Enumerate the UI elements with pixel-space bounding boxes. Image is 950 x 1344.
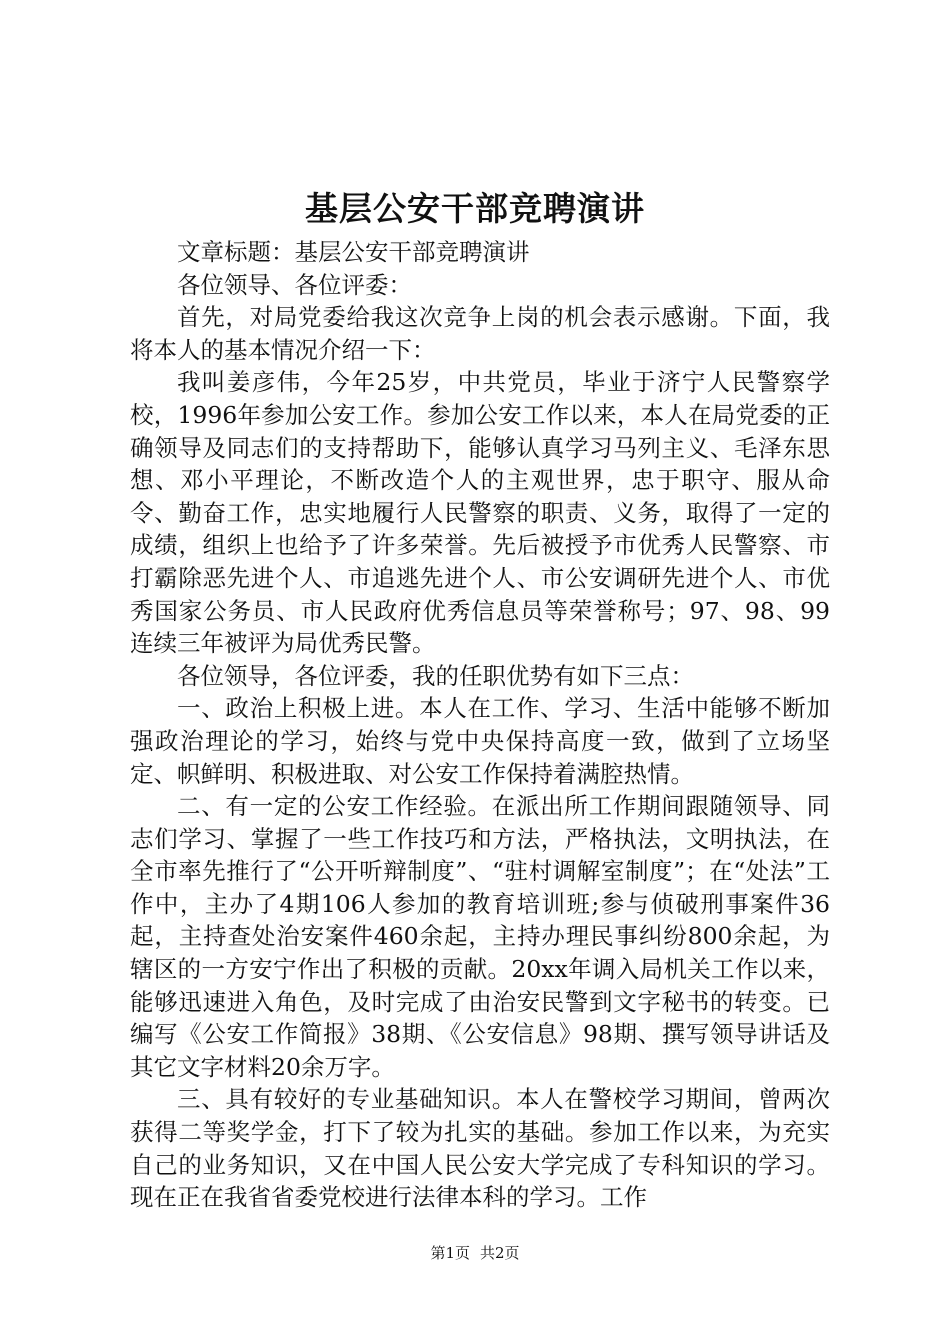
document-body: [130, 236, 830, 1214]
paragraph-advantage-two: 二、有一定的公安工作经验。在派出所工作期间跟随领导、同志们学习、掌握了一些工作技巧和方法，严格执法，文明执法，在全市率先推行了“公开听辩制度”、“驻村调解室制度”；在“处法”工作中，主办了4期106人参加的教育培训班;参与侦破刑事案件36起，主持查处治安案件460余起，主持办理民事纠纷800余起，为辖区的一方安宁作出了积极的贡献。20xx年调入局机关工作以来，能够迅速进入角色，及时完成了由治安民警到文字秘书的转变。已编写《公安工作简报》38期、《公安信息》98期、撰写领导讲话及其它文字材料20余万字。: [130, 792, 830, 1081]
document-title: 基层公安干部竞聘演讲: [305, 189, 645, 228]
page-total: 共2页: [480, 1244, 520, 1262]
paragraph-salutation: 各位领导、各位评委：: [177, 270, 412, 299]
paragraph-advantages-intro: 各位领导，各位评委，我的任职优势有如下三点：: [177, 661, 694, 690]
paragraph-self-introduction: 我叫姜彦伟，今年25岁，中共党员，毕业于济宁人民警察学校，1996年参加公安工作。参加公安工作以来，本人在局党委的正确领导及同志们的支持帮助下，能够认真学习马列主义、毛泽东思想、邓小平理论，不断改造个人的主观世界，忠于职守、服从命令、勤奋工作，忠实地履行人民警察的职责、义务，取得了一定的成绩，组织上也给予了许多荣誉。先后被授予市优秀人民警察、市打霸除恶先进个人、市追逃先进个人、市公安调研先进个人、市优秀国家公务员、市人民政府优秀信息员等荣誉称号；97、98、99连续三年被评为局优秀民警。: [130, 368, 830, 658]
page-footer: [0, 1243, 950, 1263]
paragraph-thanks: 首先，对局党委给我这次竞争上岗的机会表示感谢。下面，我将本人的基本情况介绍一下：: [130, 303, 830, 364]
paragraph-article-title: 文章标题：基层公安干部竞聘演讲: [177, 238, 530, 266]
paragraph-advantage-one: 一、政治上积极上进。本人在工作、学习、生活中能够不断加强政治理论的学习，始终与党中央保持高度一致，做到了立场坚定、帜鲜明、积极进取、对公安工作保持着满腔热情。: [130, 694, 830, 788]
page-number: 第1页: [430, 1244, 470, 1262]
paragraph-advantage-three: 三、具有较好的专业基础知识。本人在警校学习期间，曾两次获得二等奖学金，打下了较为扎实的基础。参加工作以来，为充实自己的业务知识，又在中国人民公安大学完成了专科知识的学习。现在正在我省省委党校进行法律本科的学习。工作: [130, 1085, 830, 1212]
